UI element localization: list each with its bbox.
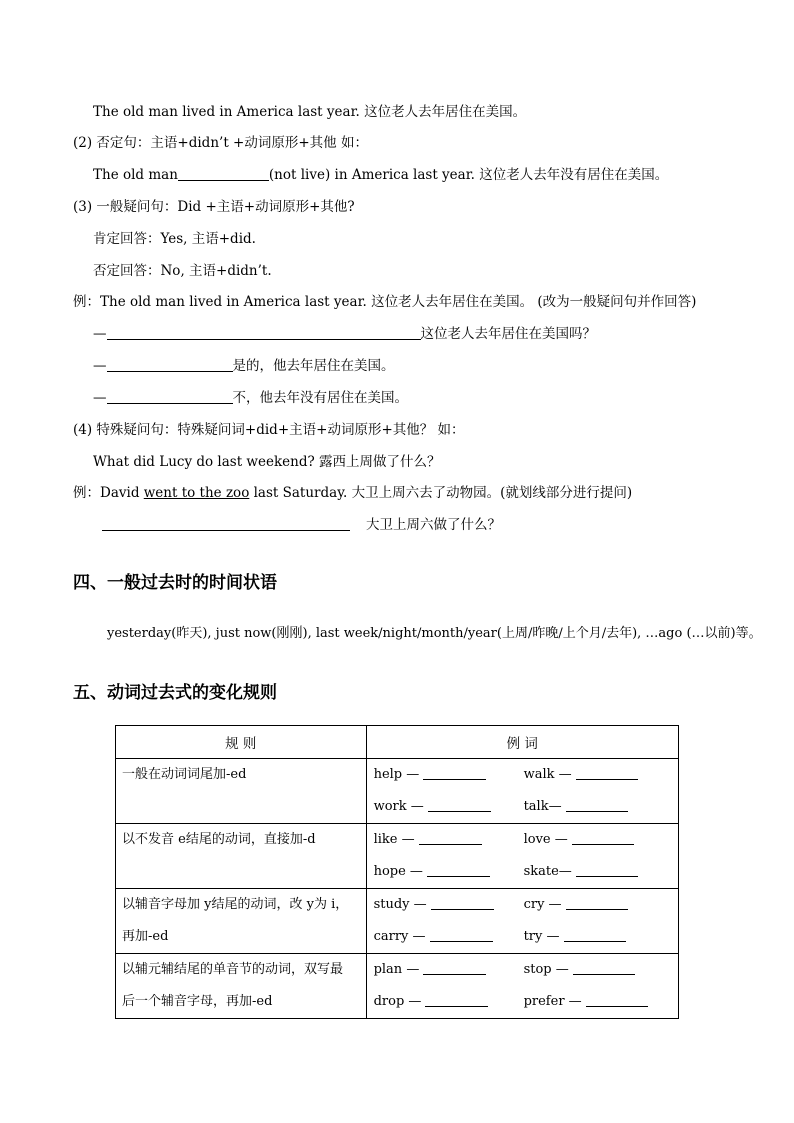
example-line [367,954,678,986]
example-column-header: 例 词 [366,726,678,759]
question-rule: (3) 一般疑问句：Did +主语+动词原形+其他? [73,199,355,215]
verb-label: carry — [373,929,426,944]
example-word [524,961,635,977]
past-tense-rules-table [115,725,679,1019]
answer-blank[interactable] [107,389,233,404]
answer-blank[interactable] [576,766,638,780]
exercise-question-translation: 这位老人去年居住在美国吗？ [420,326,596,342]
example-cell [366,824,678,889]
affirmative-example: The old man lived in America last year. 这位老人去年居住在美国。 [93,104,527,120]
rule-cell [116,824,367,889]
verb-label: like — [373,832,415,847]
example-word [524,766,638,782]
example-cell [366,889,678,954]
verb-label: prefer — [523,994,582,1009]
rule-text: 以辅元辅结尾的单音节的动词，双写最 [122,962,344,977]
verb-label: talk— [523,799,562,814]
answer-blank[interactable] [430,928,493,942]
dash: — [93,326,107,342]
example-word [524,993,648,1009]
underlined-phrase: went to the zoo [143,485,250,501]
example-line [367,921,678,953]
answer-blank[interactable] [107,325,421,340]
example-word [524,928,626,944]
example-cell [366,759,678,824]
example-cell [366,954,678,1019]
example-line [367,824,678,856]
time-adverbials: yesterday(昨天), just now(刚刚), last week/night/month/year(上周/昨晚/上个月/去年), …ago (…以前)等。 [107,626,762,641]
example-word [374,766,487,782]
answer-blank[interactable] [566,896,628,910]
rule-cell [116,954,367,1019]
rule-text: 以不发音 e结尾的动词，直接加-d [122,832,316,847]
negative-example-start: The old man [93,167,178,183]
answer-blank[interactable] [572,831,634,845]
wh-question-rule: (4) 特殊疑问句：特殊疑问词+did+主语+动词原形+其他？ 如： [73,422,465,438]
example-word [374,896,494,912]
example-word [374,928,493,944]
verb-label: plan — [373,962,420,977]
verb-label: hope — [373,864,423,879]
example-word [374,798,491,814]
table-row [116,824,679,889]
rule-text: 一般在动词词尾加-ed [122,767,247,782]
answer-blank[interactable] [586,993,648,1007]
answer-blank[interactable] [107,357,233,372]
wh-exercise-start: 例：David [73,485,144,501]
rule-column-header: 规 则 [116,726,367,759]
dash: — [93,358,107,374]
verb-label: walk — [523,767,572,782]
example-word [374,961,487,977]
answer-blank[interactable] [564,928,626,942]
answer-blank[interactable] [431,896,494,910]
example-word [524,896,628,912]
dash: — [93,390,107,406]
negative-example-end: (not live) in America last year. 这位老人去年没有居住在美国。 [268,167,669,183]
exercise-yes-line [93,357,395,375]
answer-blank[interactable] [419,831,482,845]
rule-cell [116,759,367,824]
exercise-question-line [93,325,596,343]
rule-cell [116,889,367,954]
example-line [367,856,678,888]
example-word [374,993,489,1009]
verb-label: stop — [523,962,569,977]
rule-text: 再加-ed [122,929,169,944]
table-header-row [116,726,679,759]
verb-label: skate— [523,864,572,879]
answer-blank[interactable] [427,863,490,877]
positive-answer-rule: 肯定回答：Yes, 主语+did. [93,231,256,247]
answer-blank[interactable] [428,798,491,812]
answer-blank[interactable] [178,166,269,181]
negative-example [93,166,668,184]
wh-exercise-end: last Saturday. 大卫上周六去了动物园。(就划线部分进行提问) [249,485,633,501]
wh-question-example: What did Lucy do last weekend? 露西上周做了什么？ [93,454,441,470]
answer-blank[interactable] [576,863,638,877]
verb-label: help — [373,767,420,782]
section-5-heading: 五、动词过去式的变化规则 [73,683,277,703]
answer-blank[interactable] [423,961,486,975]
negative-answer-rule: 否定回答：No, 主语+didn’t. [93,263,272,279]
example-line [367,759,678,791]
example-word [374,863,490,879]
verb-label: work — [373,799,424,814]
rule-text: 以辅音字母加 y结尾的动词，改 y为 i， [122,897,349,912]
answer-blank[interactable] [102,516,350,531]
exercise-yes-translation: 是的，他去年居住在美国。 [232,358,395,374]
exercise-no-translation: 不，他去年没有居住在美国。 [232,390,408,406]
exercise-instruction: 例：The old man lived in America last year. 这位老人去年居住在美国。 (改为一般疑问句并作回答) [73,294,697,310]
example-word [374,831,482,847]
answer-blank[interactable] [425,993,488,1007]
example-line [367,986,678,1018]
verb-label: love — [523,832,568,847]
verb-label: study — [373,897,427,912]
answer-blank[interactable] [566,798,628,812]
example-word [524,863,638,879]
negative-rule: (2) 否定句：主语+didn’t +动词原形+其他 如： [73,135,368,151]
table-row [116,759,679,824]
example-word [524,798,628,814]
example-line [367,791,678,823]
rule-text: 后一个辅音字母，再加-ed [122,994,273,1009]
answer-blank[interactable] [423,766,486,780]
example-line [367,889,678,921]
exercise-no-line [93,389,408,407]
section-4-heading: 四、一般过去时的时间状语 [73,573,277,593]
verb-label: cry — [523,897,562,912]
wh-exercise-instruction [73,484,632,502]
wh-exercise-answer-line [102,516,501,534]
table-row [116,889,679,954]
example-word [524,831,634,847]
verb-label: drop — [373,994,422,1009]
table-row [116,954,679,1019]
verb-label: try — [523,929,560,944]
answer-blank[interactable] [573,961,635,975]
wh-exercise-translation: 大卫上周六做了什么？ [366,517,501,533]
